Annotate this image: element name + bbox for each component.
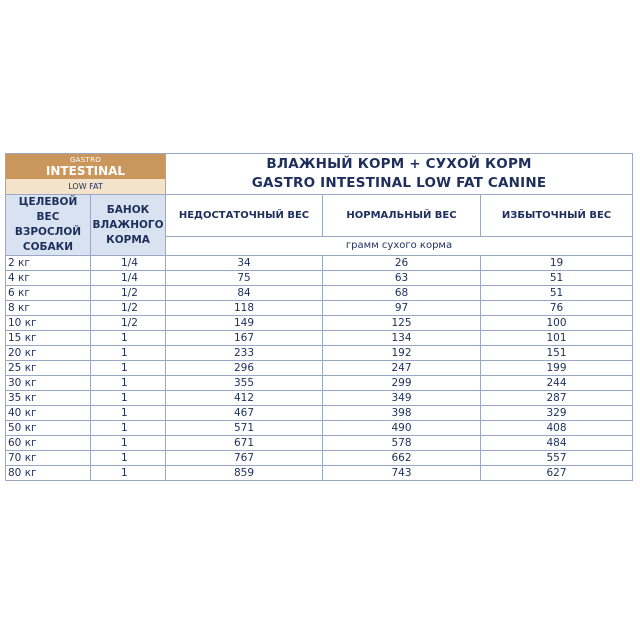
cell-target-weight: 20 кг xyxy=(6,346,91,361)
table-row xyxy=(6,346,633,361)
cell-target-weight: 10 кг xyxy=(6,316,91,331)
table-row xyxy=(6,301,633,316)
cell-target-weight: 50 кг xyxy=(6,421,91,436)
cell-wet-cans: 1/2 xyxy=(91,301,166,316)
table-row xyxy=(6,421,633,436)
column-header-target-weight: ЦЕЛЕВОЙ ВЕС ВЗРОСЛОЙ СОБАКИ xyxy=(6,195,91,256)
cell-target-weight: 80 кг xyxy=(6,466,91,481)
cell-underweight: 34 xyxy=(166,256,323,271)
cell-wet-cans: 1 xyxy=(91,346,166,361)
cell-wet-cans: 1 xyxy=(91,391,166,406)
cell-overweight: 76 xyxy=(481,301,633,316)
cell-wet-cans: 1/4 xyxy=(91,256,166,271)
cell-normal-weight: 662 xyxy=(323,451,481,466)
cell-overweight: 100 xyxy=(481,316,633,331)
cell-wet-cans: 1 xyxy=(91,451,166,466)
table-row xyxy=(6,331,633,346)
column-header-wet-cans: БАНОК ВЛАЖНОГО КОРМА xyxy=(91,195,166,256)
brand-logo xyxy=(6,154,166,195)
cell-overweight: 557 xyxy=(481,451,633,466)
cell-overweight: 101 xyxy=(481,331,633,346)
table-row xyxy=(6,451,633,466)
cell-overweight: 627 xyxy=(481,466,633,481)
cell-target-weight: 8 кг xyxy=(6,301,91,316)
title-line-1: ВЛАЖНЫЙ КОРМ + СУХОЙ КОРМ xyxy=(266,156,532,172)
feeding-table-container xyxy=(5,153,632,481)
title-line-2: GASTRO INTESTINAL LOW FAT CANINE xyxy=(251,175,547,191)
cell-normal-weight: 125 xyxy=(323,316,481,331)
cell-target-weight: 4 кг xyxy=(6,271,91,286)
cell-wet-cans: 1 xyxy=(91,406,166,421)
cell-underweight: 671 xyxy=(166,436,323,451)
cell-normal-weight: 299 xyxy=(323,376,481,391)
cell-overweight: 287 xyxy=(481,391,633,406)
cell-wet-cans: 1 xyxy=(91,376,166,391)
cell-target-weight: 2 кг xyxy=(6,256,91,271)
cell-underweight: 75 xyxy=(166,271,323,286)
cell-underweight: 118 xyxy=(166,301,323,316)
cell-target-weight: 40 кг xyxy=(6,406,91,421)
cell-underweight: 467 xyxy=(166,406,323,421)
table-row xyxy=(6,271,633,286)
feeding-table xyxy=(5,153,633,481)
cell-target-weight: 25 кг xyxy=(6,361,91,376)
cell-target-weight: 70 кг xyxy=(6,451,91,466)
cell-underweight: 767 xyxy=(166,451,323,466)
cell-normal-weight: 26 xyxy=(323,256,481,271)
cell-overweight: 244 xyxy=(481,376,633,391)
cell-overweight: 51 xyxy=(481,286,633,301)
cell-overweight: 19 xyxy=(481,256,633,271)
cell-target-weight: 35 кг xyxy=(6,391,91,406)
cell-underweight: 149 xyxy=(166,316,323,331)
table-row xyxy=(6,466,633,481)
cell-underweight: 571 xyxy=(166,421,323,436)
cell-normal-weight: 743 xyxy=(323,466,481,481)
cell-wet-cans: 1 xyxy=(91,466,166,481)
unit-label: грамм сухого корма xyxy=(166,236,633,255)
cell-normal-weight: 578 xyxy=(323,436,481,451)
logo-line-intestinal: INTESTINAL xyxy=(45,163,126,178)
cell-target-weight: 6 кг xyxy=(6,286,91,301)
cell-wet-cans: 1 xyxy=(91,436,166,451)
cell-wet-cans: 1/2 xyxy=(91,286,166,301)
logo-line-gastro: GASTRO xyxy=(69,155,102,164)
cell-underweight: 167 xyxy=(166,331,323,346)
column-header-underweight: НЕДОСТАТОЧНЫЙ ВЕС xyxy=(166,195,323,237)
cell-wet-cans: 1 xyxy=(91,331,166,346)
cell-normal-weight: 349 xyxy=(323,391,481,406)
cell-normal-weight: 97 xyxy=(323,301,481,316)
column-header-overweight: ИЗБЫТОЧНЫЙ ВЕС xyxy=(481,195,633,237)
cell-normal-weight: 134 xyxy=(323,331,481,346)
cell-normal-weight: 490 xyxy=(323,421,481,436)
cell-overweight: 51 xyxy=(481,271,633,286)
cell-wet-cans: 1 xyxy=(91,361,166,376)
cell-normal-weight: 247 xyxy=(323,361,481,376)
cell-wet-cans: 1/2 xyxy=(91,316,166,331)
column-header-normal-weight: НОРМАЛЬНЫЙ ВЕС xyxy=(323,195,481,237)
table-row xyxy=(6,436,633,451)
cell-normal-weight: 63 xyxy=(323,271,481,286)
cell-wet-cans: 1 xyxy=(91,421,166,436)
cell-overweight: 151 xyxy=(481,346,633,361)
cell-underweight: 355 xyxy=(166,376,323,391)
table-row xyxy=(6,361,633,376)
cell-wet-cans: 1/4 xyxy=(91,271,166,286)
logo-line-low-fat: LOW FAT xyxy=(68,182,103,191)
table-row xyxy=(6,286,633,301)
cell-normal-weight: 192 xyxy=(323,346,481,361)
cell-underweight: 84 xyxy=(166,286,323,301)
cell-underweight: 859 xyxy=(166,466,323,481)
cell-underweight: 412 xyxy=(166,391,323,406)
cell-underweight: 296 xyxy=(166,361,323,376)
cell-overweight: 408 xyxy=(481,421,633,436)
cell-overweight: 484 xyxy=(481,436,633,451)
table-row xyxy=(6,376,633,391)
cell-underweight: 233 xyxy=(166,346,323,361)
cell-target-weight: 30 кг xyxy=(6,376,91,391)
cell-normal-weight: 68 xyxy=(323,286,481,301)
cell-target-weight: 15 кг xyxy=(6,331,91,346)
table-row xyxy=(6,316,633,331)
table-row xyxy=(6,406,633,421)
cell-normal-weight: 398 xyxy=(323,406,481,421)
table-row xyxy=(6,256,633,271)
table-title xyxy=(166,154,633,195)
table-row xyxy=(6,391,633,406)
cell-target-weight: 60 кг xyxy=(6,436,91,451)
cell-overweight: 199 xyxy=(481,361,633,376)
cell-overweight: 329 xyxy=(481,406,633,421)
